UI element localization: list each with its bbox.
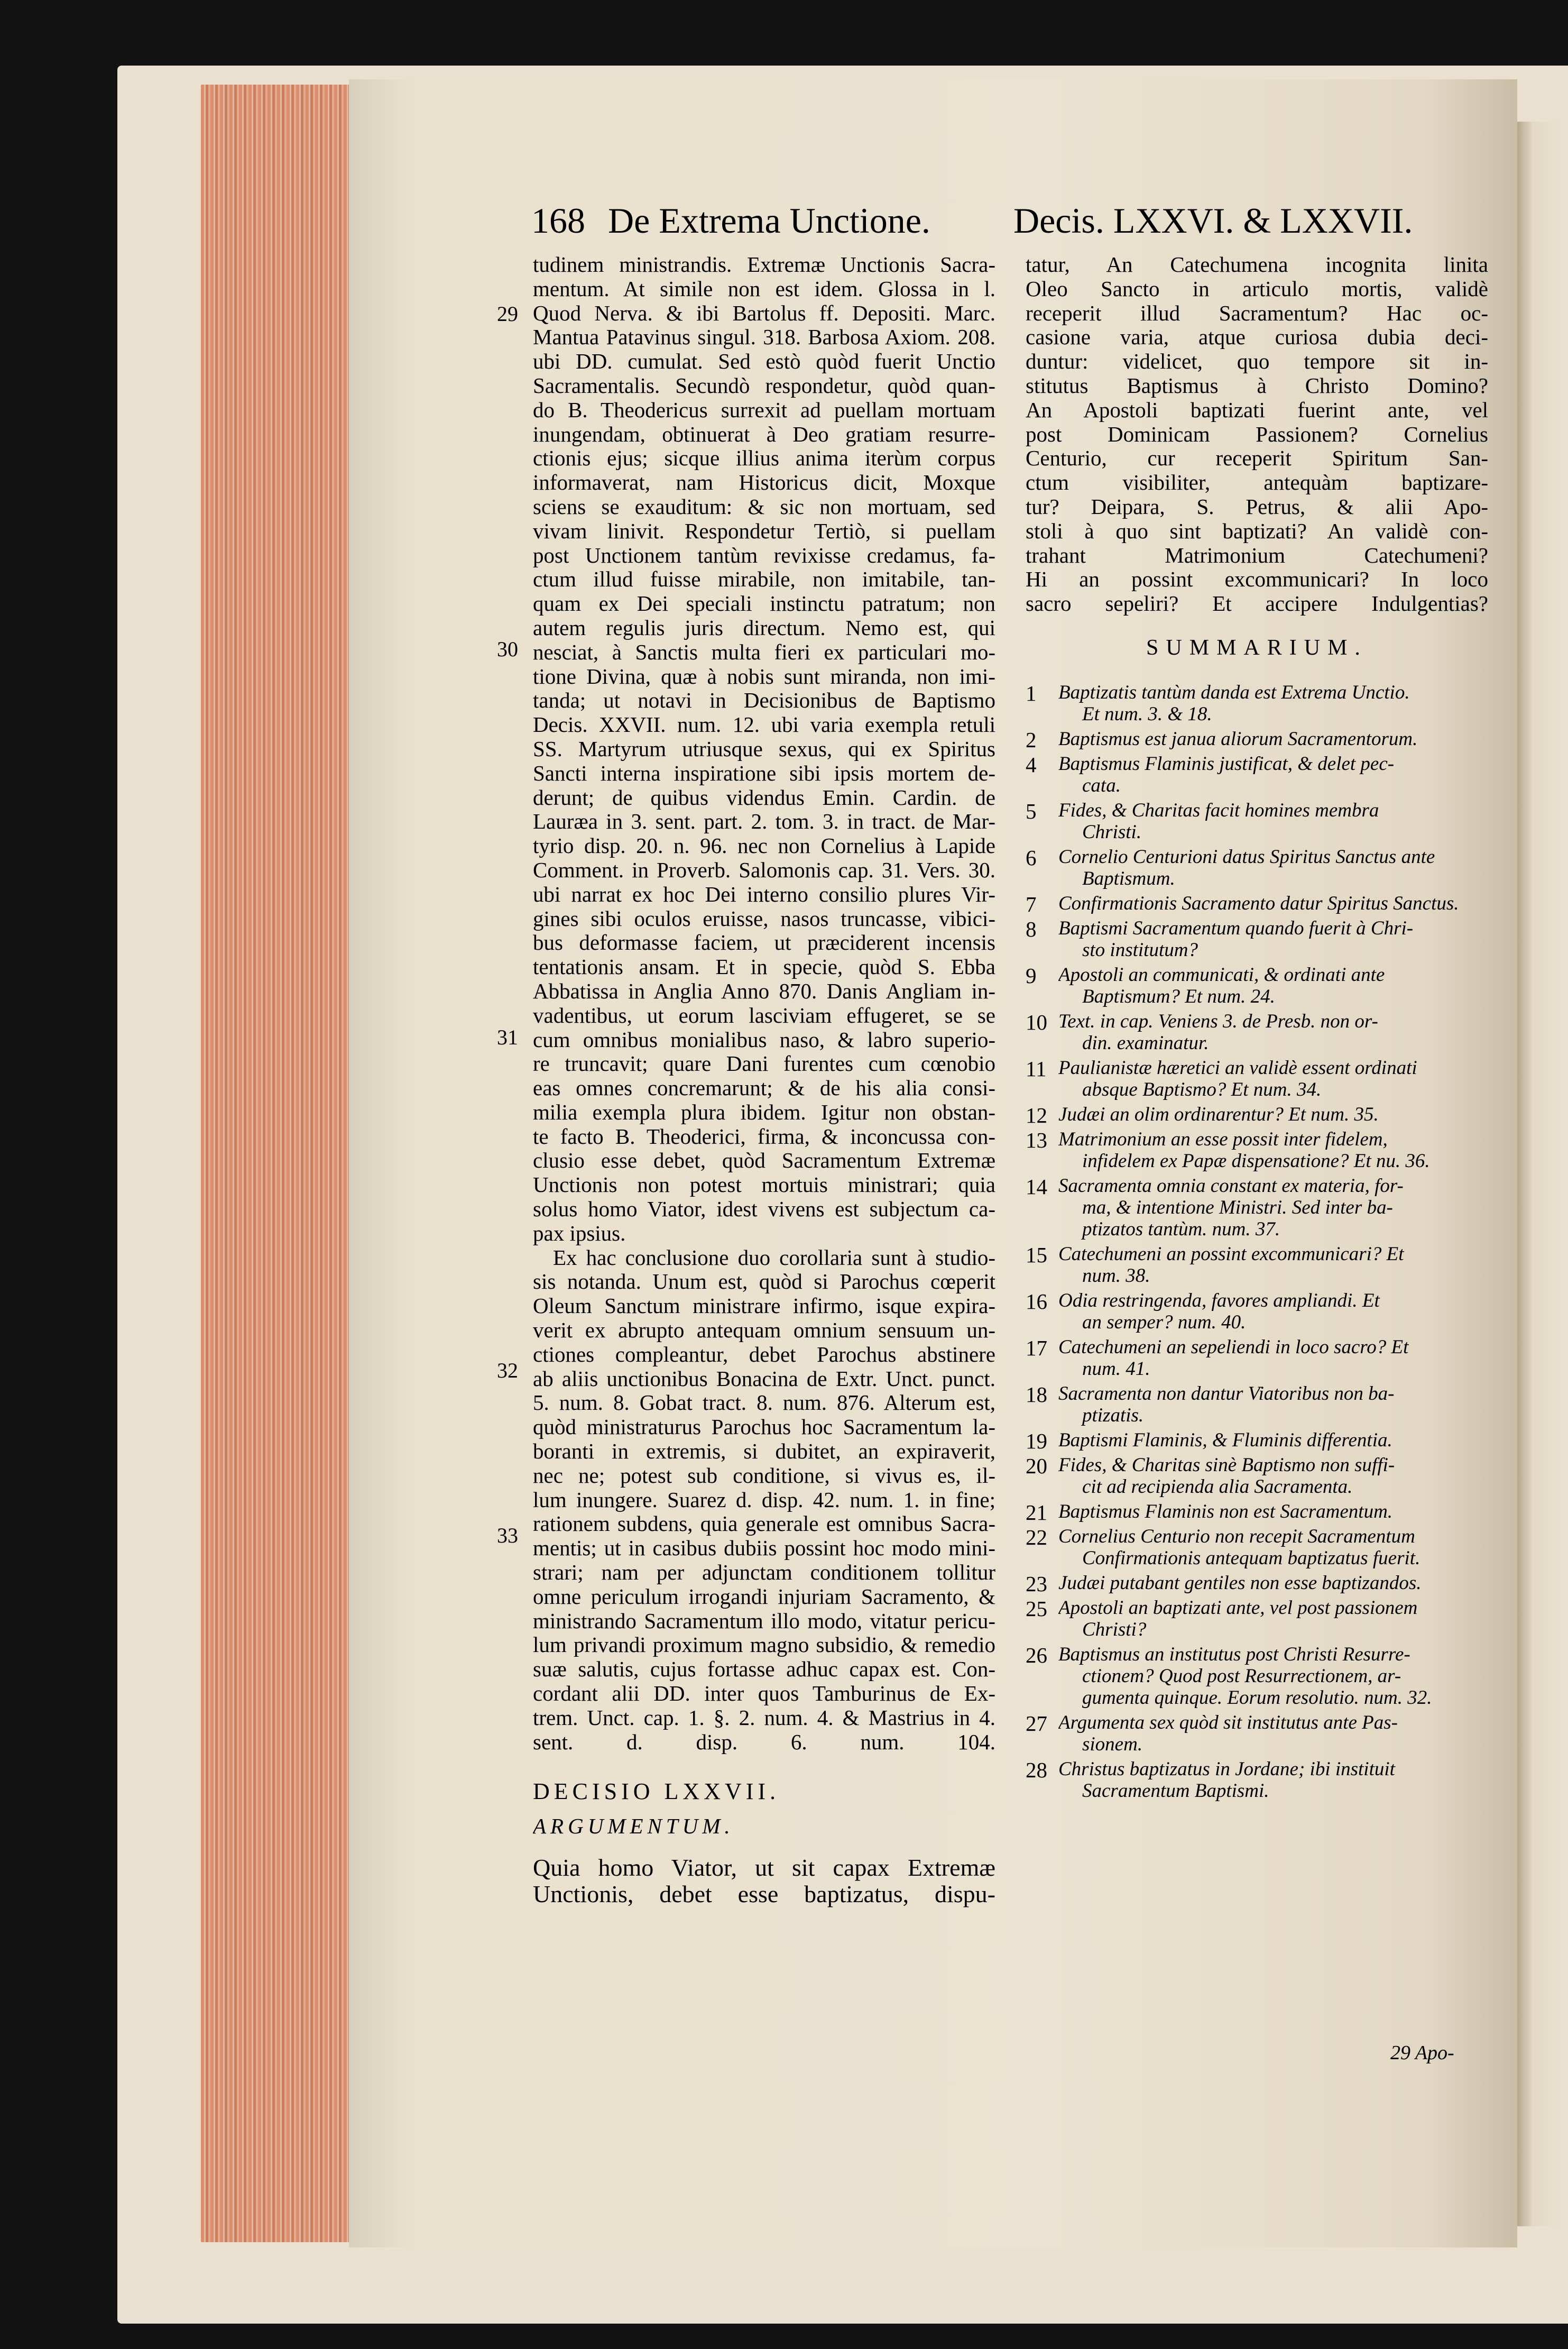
summary-entry xyxy=(1026,964,1488,1007)
right-column xyxy=(1026,253,1488,1805)
running-head xyxy=(531,200,1413,247)
summary-entry xyxy=(1026,1104,1488,1125)
summary-entry-number: 21 xyxy=(1026,1500,1047,1525)
summary-entry-text: absque Baptismo? Et num. 34. xyxy=(1082,1078,1322,1100)
summary-entry xyxy=(1026,1454,1488,1498)
summary-entry-text: Sacramenta omnia constant ex materia, for- xyxy=(1058,1174,1404,1197)
summary-entry-number: 16 xyxy=(1026,1289,1047,1314)
summary-entry-text: Confirmationis antequam baptizatus fuerit. xyxy=(1082,1547,1421,1569)
left-column xyxy=(533,253,995,1907)
summary-entry xyxy=(1026,1011,1488,1054)
summary-entry xyxy=(1026,1597,1488,1640)
text-line: ubi narrat ex hoc Dei interno consilio plures Vir- xyxy=(533,882,995,906)
text-line: stoli à quo sint baptizati? An validè con- xyxy=(1026,519,1488,543)
summary-entry-text: Baptismus est janua aliorum Sacramentorum. xyxy=(1058,728,1418,750)
summary-entry-number: 26 xyxy=(1026,1643,1047,1667)
summary-entry xyxy=(1026,682,1488,725)
argumentum-line: Unctionis, debet esse baptizatus, dispu- xyxy=(533,1881,995,1907)
summary-entry-number: 17 xyxy=(1026,1335,1047,1360)
text-line: milia exempla plura ibidem. Igitur non obstan- xyxy=(533,1100,995,1124)
text-line: Hi an possint excommunicari? In loco xyxy=(1026,567,1488,592)
text-line: Centurio, cur receperit Spiritum San- xyxy=(1026,446,1488,471)
margin-number: 30 xyxy=(497,637,518,661)
argumentum-line: Quia homo Viator, ut sit capax Extremæ xyxy=(533,1855,995,1881)
text-line: inungendam, obtinuerat à Deo gratiam resurre- xyxy=(533,422,995,446)
summary-entry xyxy=(1026,846,1488,889)
text-line: post Unctionem tantùm revixisse credamus, fa- xyxy=(533,543,995,567)
summary-entry-number: 1 xyxy=(1026,681,1037,705)
summary-entry xyxy=(1026,1526,1488,1569)
summary-entry-text: Baptismi Flaminis, & Fluminis differentia. xyxy=(1058,1429,1392,1451)
decisio-heading: DECISIO LXXVII. xyxy=(533,1779,780,1804)
text-line: lum inungere. Suarez d. disp. 42. num. 1. in fine; xyxy=(533,1488,995,1512)
summary-entry xyxy=(1026,753,1488,796)
text-line: ctionis ejus; sicque illius anima iterùm corpus xyxy=(533,446,995,471)
summary-entry-text: Text. in cap. Veniens 3. de Presb. non or- xyxy=(1058,1010,1378,1032)
margin-number: 31 xyxy=(497,1025,518,1049)
summary-entry-text: Paulianistæ hæretici an validè essent ordinati xyxy=(1058,1057,1417,1079)
summary-entry-text: Odia restringenda, favores ampliandi. Et xyxy=(1058,1289,1380,1311)
summary-entry-text: sto institutum? xyxy=(1082,939,1198,961)
summary-entry-text: Sacramentum Baptismi. xyxy=(1082,1779,1269,1802)
text-line: Lauræa in 3. sent. part. 2. tom. 3. in tract. de Mar- xyxy=(533,810,995,834)
summary-entry xyxy=(1026,1057,1488,1100)
margin-number: 32 xyxy=(497,1359,518,1382)
summary-entry-text: Baptizatis tantùm danda est Extrema Unctio. xyxy=(1058,681,1410,703)
summary-entry xyxy=(1026,728,1488,750)
text-line: ctum illud fuisse mirabile, non imitabile, tan- xyxy=(533,567,995,592)
text-line: Ex hac conclusione duo corollaria sunt à studio- xyxy=(553,1245,995,1270)
summary-entry-text: Matrimonium an esse possit inter fidelem, xyxy=(1058,1128,1388,1150)
summary-entry xyxy=(1026,1336,1488,1380)
text-line: do B. Theodericus surrexit ad puellam mortuam xyxy=(533,398,995,422)
text-line: boranti in extremis, si dubitet, an expiraverit, xyxy=(533,1439,995,1464)
facing-page-edge xyxy=(1517,122,1568,2226)
text-line: tentationis ansam. Et in specie, quòd S. Ebba xyxy=(533,955,995,979)
text-line: stitutus Baptismus à Christo Domino? xyxy=(1026,373,1488,398)
summary-entry-text: Confirmationis Sacramento datur Spiritus Sanctus. xyxy=(1058,892,1459,914)
summary-entry-number: 23 xyxy=(1026,1571,1047,1596)
summary-entry-text: Judæi putabant gentiles non esse baptizandos. xyxy=(1058,1572,1422,1594)
summary-entry-text: Apostoli an baptizati ante, vel post passionem xyxy=(1058,1596,1418,1619)
summary-entry-number: 4 xyxy=(1026,752,1037,777)
text-line: tudinem ministrandis. Extremæ Unctionis Sacra- xyxy=(533,253,995,277)
text-line: ctiones compleantur, debet Parochus abstinere xyxy=(533,1342,995,1366)
summary-entry-number: 6 xyxy=(1026,845,1037,870)
summary-entry xyxy=(1026,1128,1488,1172)
text-line: receperit illud Sacramentum? Hac oc- xyxy=(1026,301,1488,325)
summary-entry-text: Fides, & Charitas facit homines membra xyxy=(1058,799,1379,821)
text-line: nec ne; potest sub conditione, si vivus es, il- xyxy=(533,1463,995,1488)
text-line: pax ipsius. xyxy=(533,1221,626,1245)
summary-entry xyxy=(1026,1572,1488,1594)
text-line: strari; nam per adjunctam conditionem tollitur xyxy=(533,1561,995,1585)
summary-entry-text: an semper? num. 40. xyxy=(1082,1311,1246,1333)
summary-entry-number: 8 xyxy=(1026,916,1037,941)
summary-entry-text: Catechumeni an possint excommunicari? Et xyxy=(1058,1243,1404,1265)
summary-entry-text: Christi. xyxy=(1082,821,1142,843)
text-line: informaverat, nam Historicus dicit, Moxque xyxy=(533,471,995,495)
summary-entry-text: Apostoli an communicati, & ordinati ante xyxy=(1058,964,1385,986)
summary-entry-number: 12 xyxy=(1026,1103,1047,1127)
summary-entry-number: 27 xyxy=(1026,1711,1047,1736)
text-line: quòd ministraturus Parochus hoc Sacramentum la- xyxy=(533,1415,995,1439)
summary-entry-text: Christus baptizatus in Jordane; ibi instituit xyxy=(1058,1758,1395,1780)
text-line: re truncavit; quare Dani furentes cum cœnobio xyxy=(533,1052,995,1076)
text-line: suæ salutis, cujus fortasse adhuc capax est. Con- xyxy=(533,1657,995,1682)
summary-entry-number: 7 xyxy=(1026,892,1037,916)
text-line: Decis. XXVII. num. 12. ubi varia exempla retuli xyxy=(533,713,995,737)
text-line: Quod Nerva. & ibi Bartolus ff. Depositi. Marc. xyxy=(533,301,995,325)
page-number: 168 xyxy=(531,200,585,241)
text-line: autem regulis juris directum. Nemo est, qui xyxy=(533,616,995,640)
summary-entry xyxy=(1026,1429,1488,1451)
text-line: derunt; de quibus videndus Emin. Cardin. de xyxy=(533,785,995,810)
summary-entry-text: ptizatis. xyxy=(1082,1404,1144,1426)
summary-entry-text: cit ad recipienda alia Sacramenta. xyxy=(1082,1475,1353,1498)
catchword: 29 Apo- xyxy=(1390,2042,1454,2064)
text-line: An Apostoli baptizati fuerint ante, vel xyxy=(1026,398,1488,422)
summary-entry-text: Baptismus Flaminis justificat, & delet pec- xyxy=(1058,753,1395,775)
text-line: Comment. in Proverb. Salomonis cap. 31. Vers. 30. xyxy=(533,858,995,882)
summary-entry-text: ma, & intentione Ministri. Sed inter ba- xyxy=(1082,1196,1393,1218)
text-line: Unctionis non potest mortuis ministrari; quia xyxy=(533,1173,995,1197)
text-line: Oleo Sancto in articulo mortis, validè xyxy=(1026,277,1488,301)
running-title: De Extrema Unctione. xyxy=(608,200,930,241)
summary-entry-number: 22 xyxy=(1026,1525,1047,1549)
text-line: Mantua Patavinus singul. 318. Barbosa Axiom. 208. xyxy=(533,325,995,350)
text-line: Abbatissa in Anglia Anno 870. Danis Angliam in- xyxy=(533,979,995,1003)
text-line: trahant Matrimonium Catechumeni? xyxy=(1026,543,1488,567)
text-line: ubi DD. cumulat. Sed estò quòd fuerit Unctio xyxy=(533,350,995,374)
text-line: sciens se exauditum: & sic non mortuam, sed xyxy=(533,494,995,519)
text-line: gines sibi oculos eruisse, nasos truncasse, vibici- xyxy=(533,906,995,931)
summary-entry-number: 13 xyxy=(1026,1127,1047,1152)
text-line: Sacramentalis. Secundò respondetur, quòd quan- xyxy=(533,373,995,398)
text-line: tanda; ut notavi in Decisionibus de Baptismo xyxy=(533,689,995,713)
text-line: SS. Martyrum utriusque sexus, qui ex Spiritus xyxy=(533,737,995,761)
summary-entry-text: Et num. 3. & 18. xyxy=(1082,703,1212,725)
text-line: omne periculum irrogandi injuriam Sacramento, & xyxy=(533,1584,995,1609)
text-line: 5. num. 8. Gobat tract. 8. num. 876. Alterum est, xyxy=(533,1391,995,1415)
margin-number: 33 xyxy=(497,1524,518,1547)
summary-entry xyxy=(1026,893,1488,914)
summary-entry-text: gumenta quinque. Eorum resolutio. num. 32. xyxy=(1082,1686,1432,1709)
text-line: vadentibus, ut eorum lasciviam effugeret, se se xyxy=(533,1003,995,1027)
summary-list xyxy=(1026,682,1488,1802)
text-line: tatur, An Catechumena incognita linita xyxy=(1026,253,1488,277)
summary-entry xyxy=(1026,1383,1488,1426)
text-line: sacro sepeliri? Et accipere Indulgentias? xyxy=(1026,592,1488,616)
running-decision: Decis. LXXVI. & LXXVII. xyxy=(1013,200,1413,241)
summary-entry xyxy=(1026,1290,1488,1333)
summary-entry-text: Baptismus Flaminis non est Sacramentum. xyxy=(1058,1500,1393,1522)
summary-entry-text: Baptismi Sacramentum quando fuerit à Chri- xyxy=(1058,917,1414,939)
text-line: cordant alii DD. inter quos Tamburinus de Ex- xyxy=(533,1682,995,1706)
text-line: bus deformasse faciem, ut præciderent incensis xyxy=(533,931,995,955)
margin-number: 29 xyxy=(497,302,518,326)
text-line: eas omnes concremarunt; & de his alia consi- xyxy=(533,1076,995,1100)
summary-entry-text: din. examinatur. xyxy=(1082,1032,1209,1054)
right-intro-text xyxy=(1026,253,1488,616)
text-line: tur? Deipara, S. Petrus, & alii Apo- xyxy=(1026,494,1488,519)
summary-entry-text: infidelem ex Papæ dispensatione? Et nu. 36. xyxy=(1082,1150,1430,1172)
text-line: casione varia, atque curiosa dubia deci- xyxy=(1026,325,1488,350)
text-line: lum privandi proximum magno subsidio, & remedio xyxy=(533,1633,995,1657)
summary-entry-number: 18 xyxy=(1026,1382,1047,1407)
summary-entry-text: Catechumeni an sepeliendi in loco sacro? Et xyxy=(1058,1336,1409,1358)
text-line: duntur: videlicet, quo tempore sit in- xyxy=(1026,350,1488,374)
summary-entry-text: Christi? xyxy=(1082,1618,1147,1640)
summary-entry-text: Baptismum. xyxy=(1082,867,1175,889)
summary-entry-text: Sacramenta non dantur Viatoribus non ba- xyxy=(1058,1382,1395,1405)
summary-entry-number: 15 xyxy=(1026,1242,1047,1267)
text-line: vivam linivit. Respondetur Tertiò, si puellam xyxy=(533,519,995,543)
text-line: clusio esse debet, quòd Sacramentum Extremæ xyxy=(533,1149,995,1173)
text-line: quam ex Dei speciali instinctu patratum; non xyxy=(533,592,995,616)
text-line: ministrando Sacramentum illo modo, vitatur pericu- xyxy=(533,1609,995,1633)
summary-entry-text: sionem. xyxy=(1082,1733,1143,1755)
summary-entry xyxy=(1026,1644,1488,1709)
text-line: sent. d. disp. 6. num. 104. xyxy=(533,1730,995,1754)
text-line: tyrio disp. 20. n. 96. nec non Cornelius à Lapide xyxy=(533,834,995,858)
summary-entry-text: Cornelius Centurio non recepit Sacramentum xyxy=(1058,1525,1415,1547)
summary-entry-number: 5 xyxy=(1026,799,1037,823)
summary-entry xyxy=(1026,1175,1488,1240)
text-line: te facto B. Theoderici, firma, & inconcussa con- xyxy=(533,1124,995,1149)
text-line: nesciat, à Sanctis multa fieri ex particulari mo- xyxy=(533,640,995,664)
text-line: post Dominicam Passionem? Cornelius xyxy=(1026,422,1488,446)
text-line: ctum visibiliter, antequàm baptizare- xyxy=(1026,471,1488,495)
summary-entry-number: 14 xyxy=(1026,1174,1047,1199)
summary-entry xyxy=(1026,1758,1488,1802)
summary-entry xyxy=(1026,1712,1488,1755)
argumentum-heading: ARGUMENTUM. xyxy=(533,1814,734,1839)
summary-entry-text: Cornelio Centurioni datus Spiritus Sanctus ante xyxy=(1058,846,1435,868)
text-line: trem. Unct. cap. 1. §. 2. num. 4. & Mastrius in 4. xyxy=(533,1705,995,1730)
text-line: rationem subdens, quia generale est omnibus Sacra- xyxy=(533,1512,995,1536)
text-line: mentis; ut in casibus dubiis possint hoc modo mini- xyxy=(533,1536,995,1561)
text-line: verit ex abrupto antequam omnium sensuum un- xyxy=(533,1318,995,1343)
left-body-text xyxy=(533,253,995,1754)
summary-entry-text: ptizatos tantùm. num. 37. xyxy=(1082,1218,1280,1240)
summary-entry-text: ctionem? Quod post Resurrectionem, ar- xyxy=(1082,1665,1401,1687)
summary-entry-text: Baptismum? Et num. 24. xyxy=(1082,985,1275,1007)
summary-entry-text: Baptismus an institutus post Christi Resurre- xyxy=(1058,1643,1410,1665)
summary-entry-number: 11 xyxy=(1026,1056,1047,1081)
text-line: Sancti interna inspiratione sibi ipsis mortem de- xyxy=(533,761,995,785)
text-line: Oleum Sanctum ministrare infirmo, isque expira- xyxy=(533,1294,995,1318)
summary-entry-number: 10 xyxy=(1026,1010,1047,1034)
text-line: cum omnibus monialibus naso, & labro superio- xyxy=(533,1027,995,1052)
text-line: ab aliis unctionibus Bonacina de Extr. Unct. punct. xyxy=(533,1366,995,1391)
text-line: solus homo Viator, idest vivens est subjectum ca- xyxy=(533,1197,995,1222)
summary-entry xyxy=(1026,800,1488,843)
summary-entry-number: 28 xyxy=(1026,1757,1047,1782)
text-line: sis notanda. Unum est, quòd si Parochus cœperit xyxy=(533,1270,995,1294)
summary-entry-text: Judæi an olim ordinarentur? Et num. 35. xyxy=(1058,1103,1379,1125)
summary-entry-text: cata. xyxy=(1082,774,1121,796)
summary-entry-text: Argumenta sex quòd sit institutus ante Pas- xyxy=(1058,1711,1398,1733)
text-line: tione Divina, quæ à nobis sunt miranda, non imi- xyxy=(533,664,995,689)
summary-entry-number: 2 xyxy=(1026,727,1037,752)
summary-entry-number: 25 xyxy=(1026,1596,1047,1621)
summary-entry xyxy=(1026,1500,1488,1525)
summary-entry-number: 20 xyxy=(1026,1453,1047,1478)
page-edges xyxy=(201,85,354,2242)
text-line: mentum. At simile non est idem. Glossa in l. xyxy=(533,277,995,301)
summarium-heading: SUMMARIUM. xyxy=(1146,635,1368,660)
summary-entry-text: Fides, & Charitas sinè Baptismo non suffi- xyxy=(1058,1454,1395,1476)
summary-entry-text: num. 41. xyxy=(1082,1357,1150,1380)
summary-entry-text: num. 38. xyxy=(1082,1264,1150,1287)
summary-entry xyxy=(1026,917,1488,961)
summary-entry xyxy=(1026,1243,1488,1287)
summary-entry-number: 9 xyxy=(1026,963,1037,988)
summary-entry-number: 19 xyxy=(1026,1428,1047,1453)
